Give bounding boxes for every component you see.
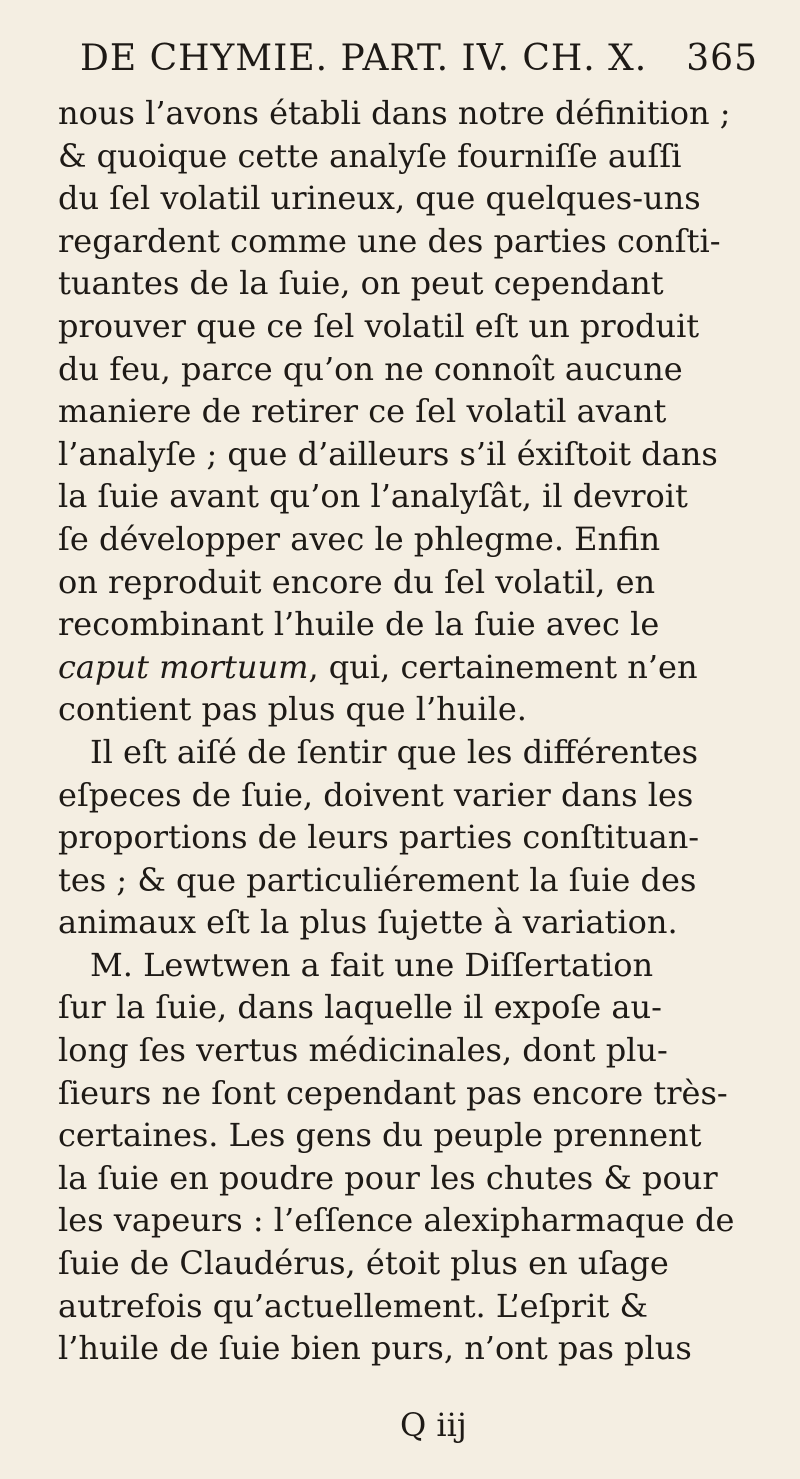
text-line: tuantes de la ſuie, on peut cependant bbox=[58, 264, 664, 303]
text-line bbox=[58, 646, 770, 689]
text-line: certaines. Les gens du peuple prennent bbox=[58, 1116, 702, 1155]
text-line: la ſuie avant qu’on l’analyſât, il devroit bbox=[58, 477, 688, 516]
text-line: & quoique cette analyſe fourniſſe auſſi bbox=[58, 136, 682, 175]
text-line: l’analyſe ; que d’ailleurs s’il éxiſtoit dans bbox=[58, 434, 718, 473]
text-line: proportions de leurs parties conſtituan- bbox=[58, 818, 700, 857]
text-line: eſpeces de ſuie, doivent varier dans les bbox=[58, 775, 694, 814]
signature-mark: Q iij bbox=[400, 1406, 467, 1444]
text-line: regardent comme une des parties conſti- bbox=[58, 221, 721, 260]
text-line: autrefois qu’actuellement. L’eſprit & bbox=[58, 1286, 648, 1325]
italic-phrase: caput mortuum bbox=[58, 647, 309, 686]
text-line: ſe développer avec le phlegme. Enfin bbox=[58, 519, 661, 558]
text-line: animaux eſt la plus ſujette à variation. bbox=[58, 903, 678, 942]
running-title: DE CHYMIE. PART. IV. CH. X. bbox=[80, 38, 648, 79]
text-line: Il eſt aiſé de ſentir que les différentes bbox=[90, 732, 699, 771]
text-line: ſur la ſuie, dans laquelle il expoſe au- bbox=[58, 988, 662, 1027]
text-line: M. Lewtwen a fait une Diſſertation bbox=[90, 945, 654, 984]
text-line: la ſuie en poudre pour les chutes & pour bbox=[58, 1158, 718, 1197]
text-line: contient pas plus que l’huile. bbox=[58, 690, 527, 729]
text-line: l’huile de ſuie bien purs, n’ont pas plus bbox=[58, 1329, 692, 1368]
text-line: tes ; & que particuliérement la ſuie des bbox=[58, 860, 697, 899]
text-line: du feu, parce qu’on ne connoît aucune bbox=[58, 349, 683, 388]
text-line: les vapeurs : l’eſſence alexipharmaque de bbox=[58, 1201, 735, 1240]
page-header bbox=[58, 38, 758, 88]
text-line: maniere de retirer ce ſel volatil avant bbox=[58, 392, 667, 431]
text-line: prouver que ce ſel volatil eſt un produit bbox=[58, 306, 700, 345]
text-line: ſuie de Claudérus, étoit plus en uſage bbox=[58, 1244, 669, 1283]
page-number: 365 bbox=[686, 38, 758, 79]
body-text bbox=[58, 92, 770, 1370]
line-rest: , qui, certainement n’en bbox=[308, 647, 698, 686]
text-line: on reproduit encore du ſel volatil, en bbox=[58, 562, 656, 601]
text-line: du ſel volatil urineux, que quelques-uns bbox=[58, 179, 701, 218]
text-line: nous l’avons établi dans notre définition ; bbox=[58, 94, 731, 132]
text-line: recombinant l’huile de la ſuie avec le bbox=[58, 605, 660, 644]
text-line: ſieurs ne ſont cependant pas encore très- bbox=[58, 1073, 728, 1112]
text-line: long ſes vertus médicinales, dont plu- bbox=[58, 1031, 668, 1070]
